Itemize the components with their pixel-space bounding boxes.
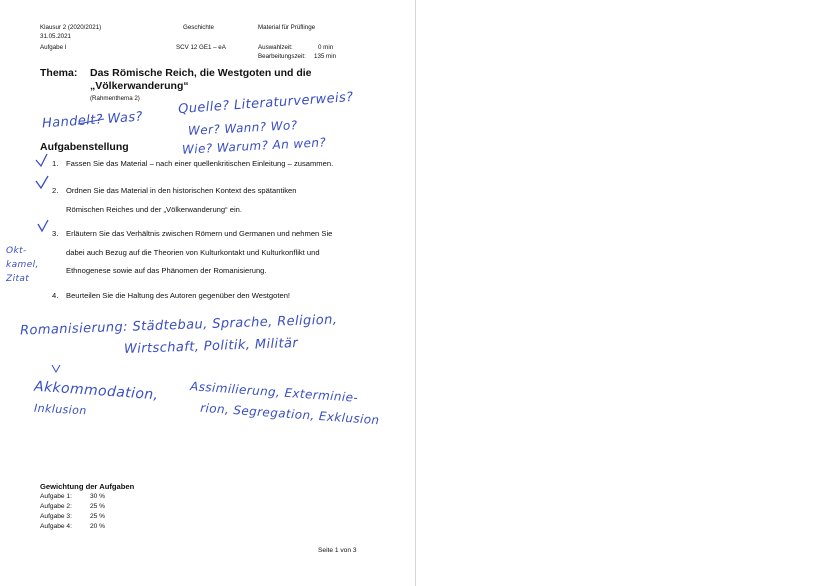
- handwriting-note: Quelle? Literaturverweis?: [177, 89, 354, 118]
- handwriting-note: Romanisierung: Städtebau, Sprache, Religion,: [19, 312, 338, 339]
- checkmark-icon: [36, 176, 48, 188]
- work-time-label: Bearbeitungszeit:: [258, 53, 306, 60]
- frame-topic: (Rahmenthema 2): [90, 95, 140, 102]
- topic-line-1: Das Römische Reich, die Westgoten und die: [90, 67, 312, 79]
- margin-note-line: Okt-: [6, 246, 27, 256]
- weighting-label: Aufgabe 4:: [40, 523, 72, 530]
- insert-mark: [52, 365, 60, 372]
- weighting-label: Aufgabe 1:: [40, 493, 72, 500]
- weighting-heading: Gewichtung der Aufgaben: [40, 482, 135, 491]
- work-time-value: 135 min: [314, 53, 337, 60]
- weighting-label: Aufgabe 2:: [40, 503, 72, 510]
- weighting-value: 25 %: [90, 503, 106, 510]
- weighting-value: 20 %: [90, 523, 106, 530]
- weighting-value: 30 %: [90, 493, 106, 500]
- checkmark-icon: [38, 220, 48, 231]
- handwriting-note: Wer? Wann? Wo?: [187, 118, 298, 138]
- task-group: Aufgabe I: [40, 44, 67, 51]
- handwriting-note: Wirtschaft, Politik, Militär: [123, 335, 299, 358]
- exam-title: Klausur 2 (2020/2021): [40, 24, 102, 31]
- handwriting-note: Handelt? Was?: [41, 109, 144, 132]
- handwriting-note: rion, Segregation, Exklusion: [199, 400, 380, 428]
- strike-through-mark: [78, 119, 104, 124]
- course: SCV 12 GE1 – eA: [176, 44, 226, 51]
- task-text: Erläutern Sie das Verhältnis zwischen Römern und Germanen und nehmen Sie: [66, 229, 333, 238]
- handwriting-note: Wie? Warum? An wen?: [181, 135, 327, 157]
- task-text: dabei auch Bezug auf die Theorien von Kulturkontakt und Kulturkonflikt und: [66, 247, 320, 257]
- handwriting-note: Assimilierung, Exterminie-: [189, 379, 359, 405]
- weighting-label: Aufgabe 3:: [40, 513, 72, 520]
- topic-label: Thema:: [40, 67, 78, 79]
- task-text: Ordnen Sie das Material in den historischen Kontext des spätantiken: [66, 186, 297, 195]
- margin-note-line: Zitat: [6, 274, 30, 284]
- handwriting-note: Akkommodation,: [33, 378, 159, 404]
- task-number: 3.: [52, 229, 59, 238]
- material-label: Material für Prüflinge: [258, 24, 316, 31]
- task-text: Fassen Sie das Material – nach einer quellenkritischen Einleitung – zusammen.: [66, 159, 334, 168]
- weighting-value: 25 %: [90, 513, 106, 520]
- checkmark-icon: [36, 154, 47, 166]
- task-text: Ethnogenese sowie auf das Phänomen der Romanisierung.: [66, 266, 267, 275]
- handwriting-note: Inklusion: [33, 401, 88, 418]
- exam-date: 31.05.2021: [40, 33, 71, 40]
- selection-time-value: 0 min: [318, 44, 334, 51]
- blank-page: [416, 0, 828, 586]
- subject: Geschichte: [183, 24, 214, 31]
- margin-note-line: kamel,: [6, 260, 39, 270]
- tasks-heading: Aufgabenstellung: [40, 141, 129, 153]
- task-number: 1.: [52, 159, 59, 168]
- task-number: 2.: [52, 186, 59, 195]
- task-text: Römischen Reiches und der „Völkerwanderung“ ein.: [66, 204, 243, 214]
- selection-time-label: Auswahlzeit:: [258, 44, 293, 51]
- task-number: 4.: [52, 291, 59, 300]
- page-number: Seite 1 von 3: [318, 547, 357, 554]
- topic-line-2: „Völkerwanderung“: [90, 80, 189, 92]
- task-text: Beurteilen Sie die Haltung des Autoren gegenüber den Westgoten!: [66, 291, 291, 300]
